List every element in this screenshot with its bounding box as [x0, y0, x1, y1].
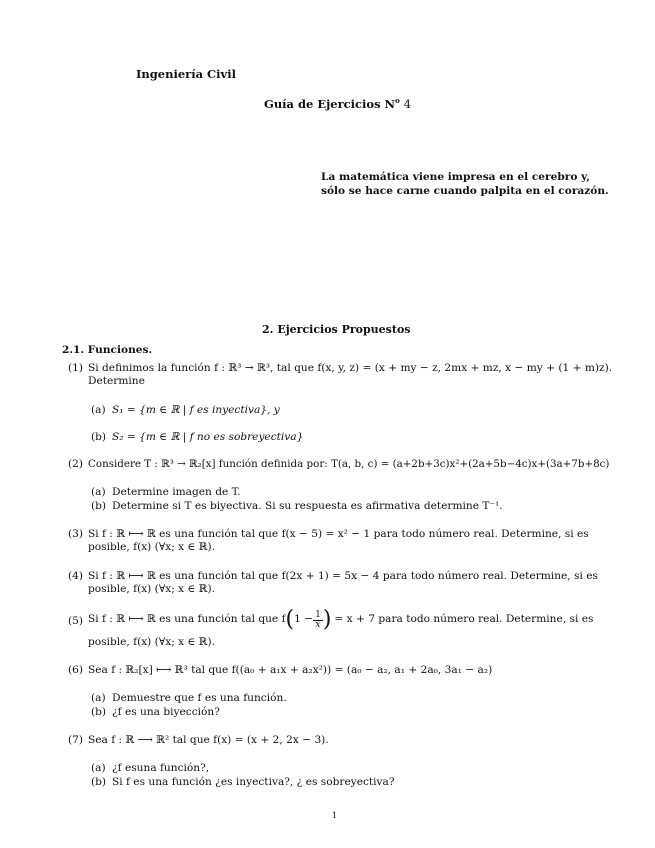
exercise-7-statement: Sea f : ℝ ⟶ ℝ² tal que f(x) = (x + 2, 2x − 3).: [88, 734, 329, 746]
exercise-7a-label: (a): [91, 762, 106, 774]
exercise-6b-label: (b): [91, 706, 107, 718]
exercise-7a-text: ¿f esuna función?,: [112, 762, 210, 774]
exercise-4-statement: Si f : ℝ ⟼ ℝ es una función tal que f(2x + 1) = 5x − 4 para todo número real. Determine, si es: [88, 570, 598, 582]
exercise-6b-text: ¿f es una biyección?: [112, 706, 220, 718]
guide-title: [264, 97, 411, 111]
exercise-5-post: = x + 7 para todo número real. Determine, si es: [334, 613, 594, 626]
exercise-5-close-paren: ): [322, 607, 332, 632]
guide-degree-sign: o: [395, 96, 400, 106]
exercise-1a-label: (a): [91, 404, 106, 416]
exercise-5-fraction-numerator: 1: [315, 609, 321, 620]
exercise-6a-label: (a): [91, 692, 106, 704]
exercise-1-determine: Determine: [88, 375, 145, 387]
exercise-1a-text: S₁ = {m ∈ ℝ | f es inyectiva}, y: [112, 404, 280, 416]
exercise-5-inner: 1 −: [294, 613, 314, 626]
exercise-2a-label: (a): [91, 486, 106, 498]
exercise-2b-text: Determine si T es biyectiva. Si su respuesta es afirmativa determine T⁻¹.: [112, 500, 503, 512]
exercise-3-number: (3): [68, 528, 84, 540]
exercise-3-statement: Si f : ℝ ⟼ ℝ es una función tal que f(x − 5) = x² − 1 para todo número real. Determine, si es: [88, 528, 589, 540]
exercise-2b-label: (b): [91, 500, 107, 512]
exercise-6a-text: Demuestre que f es una función.: [112, 692, 287, 704]
exercise-5-open-paren: (: [285, 607, 295, 632]
exercise-1-statement: Si definimos la función f : ℝ³ → ℝ³, tal que f(x, y, z) = (x + my − z, 2mx + mz, x − my + (1 + m)z).: [88, 362, 613, 374]
exercise-5-number: (5): [68, 615, 84, 627]
exercise-5-statement: [88, 605, 593, 635]
exercise-1b-label: (b): [91, 431, 107, 443]
exercise-4-number: (4): [68, 570, 84, 582]
exercise-5-statement-cont: posible, f(x) (∀x; x ∈ ℝ).: [88, 636, 215, 648]
exercise-6-statement: Sea f : ℝ₂[x] ⟼ ℝ³ tal que f((a₀ + a₁x + a₂x²)) = (a₀ − a₂, a₁ + 2a₀, 3a₁ − a₂): [88, 664, 493, 676]
exercise-6-number: (6): [68, 664, 84, 676]
quote-line-2: sólo se hace carne cuando palpita en el corazón.: [321, 185, 609, 198]
exercise-7b-label: (b): [91, 776, 107, 788]
guide-title-text: Guía de Ejercicios N: [264, 97, 396, 111]
guide-number: 4: [403, 97, 412, 111]
quote-line-1: La matemática viene impresa en el cerebro y,: [321, 171, 590, 183]
page-number: 1: [332, 811, 338, 820]
section-title: 2. Ejercicios Propuestos: [262, 323, 411, 336]
exercise-5-fraction-denominator: x: [315, 619, 321, 630]
exercise-4-statement-cont: posible, f(x) (∀x; x ∈ ℝ).: [88, 583, 215, 595]
exercise-1-number: (1): [68, 362, 84, 374]
exercise-7b-text: Si f es una función ¿es inyectiva?, ¿ es sobreyectiva?: [112, 776, 395, 788]
epigraph-quote: [321, 170, 609, 199]
exercise-3-statement-cont: posible, f(x) (∀x; x ∈ ℝ).: [88, 541, 215, 553]
subsection-title: 2.1. Funciones.: [62, 344, 153, 356]
exercise-5-fraction: [313, 611, 323, 630]
exercise-1b-text: S₂ = {m ∈ ℝ | f no es sobreyectiva}: [112, 431, 304, 443]
institution-heading: Ingeniería Civil: [136, 67, 236, 81]
exercise-2-statement: Considere T : ℝ³ → ℝ₂[x] función definida por: T(a, b, c) = (a+2b+3c)x²+(2a+5b−4c)x+(3a+7b+8c): [88, 458, 610, 470]
exercise-5-pre: Si f : ℝ ⟼ ℝ es una función tal que f: [88, 613, 286, 626]
exercise-2-number: (2): [68, 458, 84, 470]
exercise-2a-text: Determine imagen de T.: [112, 486, 241, 498]
exercise-7-number: (7): [68, 734, 84, 746]
